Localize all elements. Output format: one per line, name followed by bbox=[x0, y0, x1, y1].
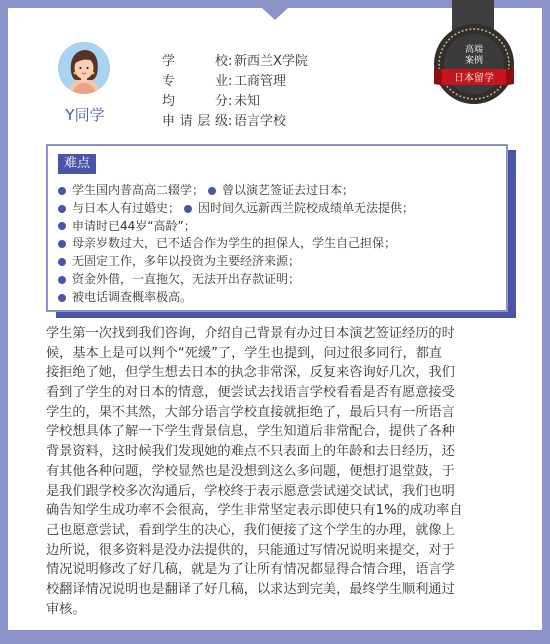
badge-ribbon-text: 日本留学 bbox=[454, 73, 494, 84]
info-row-major bbox=[162, 72, 308, 92]
bullet-dot-icon bbox=[58, 222, 66, 230]
info-label: 申 请 层 级 bbox=[162, 114, 228, 129]
difficulty-item: 学生国内普高高二辍学； 曾以演艺签证去过日本； bbox=[58, 182, 498, 200]
difficulty-item: 母亲岁数过大，已不适合作为学生的担保人，学生自己担保； bbox=[58, 235, 498, 253]
badge-top-line1: 高端 bbox=[464, 45, 484, 55]
bullet-dot-icon bbox=[184, 205, 192, 213]
bullet-dot-icon bbox=[58, 258, 66, 266]
story-line: 情况说明修改了好几稿，就是为了让所有情况都显得合情合理，语言学 bbox=[46, 562, 455, 578]
story-line: 校翻译情况说明也是翻译了好几稿，以求达到完美，最终学生顺利通过 bbox=[46, 581, 455, 597]
difficulty-item: 被电话调查概率极高。 bbox=[58, 289, 498, 307]
story-line: 看到了学生的对日本的情意，便尝试去找语言学校看看是否有愿意接受 bbox=[46, 385, 455, 401]
info-value: 工商管理 bbox=[234, 74, 287, 89]
info-value: 未知 bbox=[234, 94, 261, 109]
case-story bbox=[46, 324, 524, 619]
story-line: 学校想具体了解一下学生背景信息，学生知道后非常配合，提供了各种 bbox=[46, 424, 455, 440]
story-line: 边所说，很多资料是没办法提供的，只能通过写情况说明来提交，对于 bbox=[46, 542, 455, 558]
info-row-level bbox=[162, 112, 308, 132]
info-row-school bbox=[162, 52, 308, 72]
difficulties-list bbox=[58, 182, 498, 307]
top-notch bbox=[262, 8, 288, 20]
story-line: 候，基本上是可以判个“死缓”了，学生也提到，问过很多同行，都直 bbox=[46, 345, 443, 361]
info-colon: : bbox=[228, 74, 233, 89]
difficulty-item: 申请时已44岁“高龄”； bbox=[58, 218, 498, 236]
info-colon: : bbox=[228, 54, 233, 69]
difficulties-box bbox=[46, 144, 508, 312]
difficulty-item: 与日本人有过婚史； 因时间久远新西兰院校成绩单无法提供； bbox=[58, 200, 498, 218]
story-line: 己也愿意尝试，看到学生的决心，我们便接了这个学生的办理，就像上 bbox=[46, 522, 455, 538]
story-line: 有其他各种问题，学校显然也是没想到这么多问题，便想打退堂鼓，于 bbox=[46, 463, 455, 479]
story-line: 确告知学生成功率不会很高，学生非常坚定表示即使只有1%的成功率自 bbox=[46, 503, 463, 519]
story-line: 是我们跟学校多次沟通后，学校终于表示愿意尝试递交试试，我们也明 bbox=[46, 483, 455, 499]
bullet-dot-icon bbox=[58, 240, 66, 248]
info-value: 新西兰X学院 bbox=[234, 54, 308, 69]
info-value: 语言学校 bbox=[234, 114, 287, 129]
student-name: Y同学 bbox=[65, 106, 105, 124]
difficulty-item: 无固定工作，多年以投资为主要经济来源； bbox=[58, 253, 498, 271]
info-label: 专 业 bbox=[162, 74, 228, 89]
avatar-illustration-icon bbox=[58, 42, 110, 94]
info-colon: : bbox=[228, 114, 233, 129]
premium-case-badge-icon bbox=[432, 22, 516, 106]
bullet-dot-icon bbox=[208, 187, 216, 195]
story-line: 学生的，果不其然，大部分语言学校直接就拒绝了，最后只有一所语言 bbox=[46, 404, 455, 420]
bullet-dot-icon bbox=[58, 294, 66, 302]
story-line: 接拒绝了她，但学生想去日本的执念非常深，反复来咨询好几次，我们 bbox=[46, 365, 455, 381]
bullet-dot-icon bbox=[58, 276, 66, 284]
info-label: 均 分 bbox=[162, 94, 228, 109]
difficulty-item: 资金外借，一直拖欠，无法开出存款证明； bbox=[58, 271, 498, 289]
student-info bbox=[162, 52, 308, 132]
badge-top-line2: 案例 bbox=[464, 56, 484, 66]
bullet-dot-icon bbox=[58, 187, 66, 195]
info-label: 学 校 bbox=[162, 54, 228, 69]
student-avatar bbox=[58, 42, 110, 94]
info-row-gpa bbox=[162, 92, 308, 112]
story-line: 审核。 bbox=[46, 601, 86, 617]
bullet-dot-icon bbox=[58, 205, 66, 213]
info-colon: : bbox=[228, 94, 233, 109]
difficulties-title: 难点 bbox=[58, 154, 96, 174]
story-line: 背景资料，这时候我们发现她的难点不只表面上的年龄和去日经历，还 bbox=[46, 444, 455, 460]
story-line: 学生第一次找到我们咨询，介绍自己背景有办过日本演艺签证经历的时 bbox=[46, 326, 455, 341]
